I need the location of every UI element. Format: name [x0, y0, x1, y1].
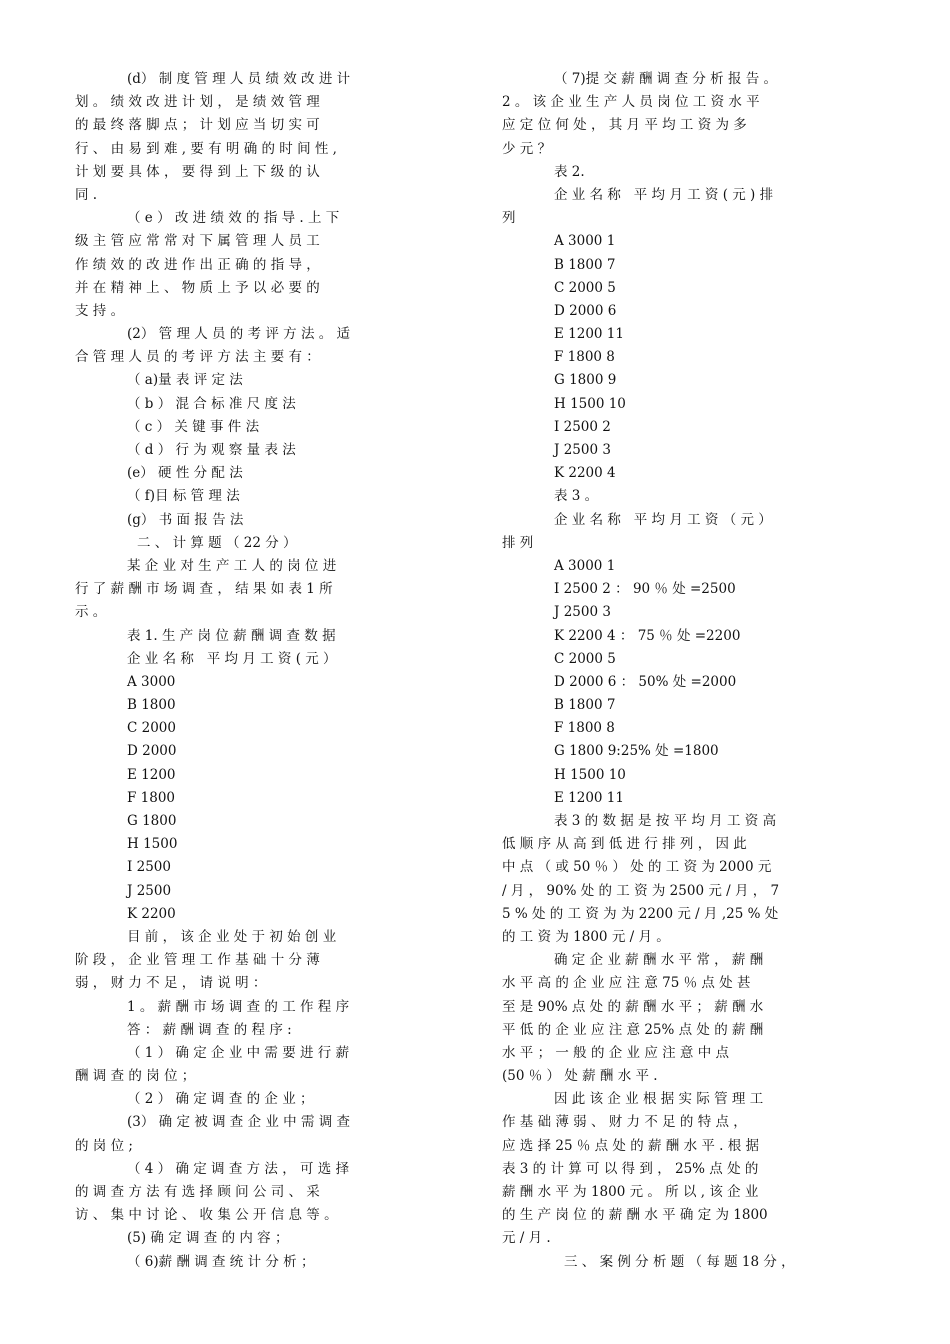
right-text-line: G 1800 9 — [554, 372, 617, 389]
right-text-line: E 1200 11 — [554, 789, 624, 806]
right-text-line: 应 选 择 25 ％ 点 处 的 薪 酬 水 平 . 根 据 — [502, 1137, 760, 1154]
right-text-line: 的 工 资 为 1800 元 / 月 。 — [502, 928, 670, 945]
left-text-line: 的 最 终 落 脚 点 ； 计 划 应 当 切 实 可 — [75, 117, 320, 134]
left-text-line: (d） 制 度 管 理 人 员 绩 效 改 进 计 — [127, 71, 351, 87]
left-text-line: （ f)目 标 管 理 法 — [127, 488, 240, 505]
right-text-line: F 1800 8 — [554, 349, 615, 366]
left-text-line: （ 4 ） 确 定 调 查 方 法 ， 可 选 择 — [127, 1160, 350, 1177]
right-text-line: J 2500 3 — [554, 442, 611, 458]
left-text-line: 二 、 计 算 题 （ 22 分 ） — [137, 534, 297, 551]
left-text-line: 表 1. 生 产 岗 位 薪 酬 调 查 数 据 — [127, 627, 336, 644]
left-text-line: D 2000 — [127, 743, 177, 760]
right-text-line: / 月 ， 90% 处 的 工 资 为 2500 元 / 月 ， 7 — [502, 882, 780, 899]
left-text-line: 划 。 绩 效 改 进 计 划 ， 是 绩 效 管 理 — [75, 94, 320, 111]
left-text-line: (e） 硬 性 分 配 法 — [127, 465, 243, 482]
left-text-line: 访 、 集 中 讨 论 、 收 集 公 开 信 息 等 。 — [75, 1207, 338, 1224]
right-text-line: I 2500 2 ： 90 ％ 处 =2500 — [554, 581, 736, 598]
left-text-line: K 2200 — [127, 905, 176, 922]
right-text-line: D 2000 6 ： 50% 处 =2000 — [554, 673, 737, 690]
right-text-line: 2 。 该 企 业 生 产 人 员 岗 位 工 资 水 平 — [502, 94, 760, 111]
left-text-line: （ 1 ） 确 定 企 业 中 需 要 进 行 薪 — [127, 1044, 350, 1061]
right-text-line: 排 列 — [502, 534, 534, 551]
right-text-line: 水 平 ； 一 般 的 企 业 应 注 意 中 点 — [502, 1044, 729, 1061]
right-text-line: A 3000 1 — [554, 557, 616, 574]
right-text-line: F 1800 8 — [554, 720, 615, 737]
left-text-line: （ 2 ） 确 定 调 查 的 企 业 ； — [127, 1091, 314, 1108]
right-text-line: H 1500 10 — [554, 395, 626, 412]
right-text-line: 应 定 位 何 处 ， 其 月 平 均 工 资 为 多 — [502, 117, 747, 134]
right-text-line: 表 3 的 数 据 是 按 平 均 月 工 资 高 — [554, 813, 777, 829]
left-text-line: B 1800 — [127, 697, 176, 714]
left-text-line: 答 ： 薪 酬 调 查 的 程 序 : — [127, 1021, 292, 1038]
right-text-line: B 1800 7 — [554, 697, 616, 714]
left-text-line: F 1800 — [127, 789, 176, 806]
right-text-line: 作 基 础 薄 弱 、 财 力 不 足 的 特 点 ， — [502, 1114, 747, 1131]
left-text-line: （ 6)薪 酬 调 查 统 计 分 析 ； — [127, 1253, 315, 1270]
right-text-line: A 3000 1 — [554, 233, 616, 250]
left-text-line: （ a)量 表 评 定 法 — [127, 372, 243, 389]
left-text-line: 级 主 管 应 常 常 对 下 属 管 理 人 员 工 — [75, 233, 320, 250]
right-text-line: 水 平 高 的 企 业 应 注 意 75 ％ 点 处 甚 — [502, 975, 751, 992]
right-text-line: J 2500 3 — [554, 604, 611, 621]
right-text-line: 列 — [502, 210, 516, 227]
right-text-line: 中 点 （ 或 50 ％ ） 处 的 工 资 为 2000 元 — [502, 859, 772, 876]
left-text-line: （ e ） 改 进 绩 效 的 指 导 . 上 下 — [127, 210, 340, 227]
right-text-line: 的 生 产 岗 位 的 薪 酬 水 平 确 定 为 1800 — [502, 1207, 768, 1224]
right-text-line: E 1200 11 — [554, 326, 624, 343]
right-text-line: (50 ％ ） 处 薪 酬 水 平 . — [502, 1068, 658, 1085]
left-text-line: 示 。 — [75, 604, 107, 621]
left-text-line: 同 . — [75, 186, 98, 203]
right-text-line: 表 3 的 计 算 可 以 得 到 ， 25% 点 处 的 — [502, 1160, 759, 1177]
left-text-line: I 2500 — [127, 859, 171, 876]
right-text-line: 因 此 该 企 业 根 据 实 际 管 理 工 — [554, 1091, 764, 1108]
left-text-line: 目 前 ， 该 企 业 处 于 初 始 创 业 — [127, 928, 337, 945]
left-text-line: 酬 调 查 的 岗 位 ； — [75, 1068, 196, 1085]
right-text-line: G 1800 9:25% 处 =1800 — [554, 743, 719, 760]
left-text-line: (3） 确 定 被 调 查 企 业 中 需 调 查 — [127, 1114, 351, 1131]
right-text-line: 确 定 企 业 薪 酬 水 平 常 ， 薪 酬 — [554, 952, 764, 969]
left-text-line: G 1800 — [127, 813, 177, 829]
left-text-line: 企 业 名 称 平 均 月 工 资 ( 元 ） — [127, 650, 337, 667]
left-text-line: (g） 书 面 报 告 法 — [127, 511, 244, 528]
right-text-line: K 2200 4 ： 75 ％ 处 =2200 — [554, 627, 741, 644]
left-text-line: 弱 ， 财 力 不 足 ， 请 说 明 ： — [75, 975, 267, 992]
left-text-line: （ b ） 混 合 标 准 尺 度 法 — [127, 395, 296, 412]
right-text-line: 低 顺 序 从 高 到 低 进 行 排 列 ， 因 此 — [502, 836, 747, 853]
right-text-line: 薪 酬 水 平 为 1800 元 。 所 以 , 该 企 业 — [502, 1184, 759, 1200]
left-text-line: C 2000 — [127, 720, 176, 737]
right-text-line: C 2000 5 — [554, 650, 616, 667]
right-text-line: I 2500 2 — [554, 418, 611, 435]
right-text-line: H 1500 10 — [554, 766, 626, 783]
left-text-line: A 3000 — [127, 673, 176, 690]
right-text-line: 表 2. — [554, 163, 585, 180]
right-text-line: 企 业 名 称 平 均 月 工 资 ( 元 ) 排 — [554, 186, 774, 203]
left-text-line: H 1500 — [127, 836, 178, 853]
right-text-line: 三 、 案 例 分 析 题 （ 每 题 18 分 ， — [564, 1253, 795, 1270]
right-text-line: 平 低 的 企 业 应 注 意 25% 点 处 的 薪 酬 — [502, 1021, 764, 1038]
right-text-line: D 2000 6 — [554, 302, 617, 319]
right-text-line: 至 是 90% 点 处 的 薪 酬 水 平 ； 薪 酬 水 — [502, 998, 764, 1015]
left-text-line: 行 了 薪 酬 市 场 调 查 ， 结 果 如 表 1 所 — [75, 581, 333, 598]
right-text-line: 少 元 ？ — [502, 140, 552, 157]
left-text-line: 的 调 查 方 法 有 选 择 顾 问 公 司 、 采 — [75, 1184, 320, 1200]
right-text-line: K 2200 4 — [554, 465, 616, 482]
right-text-line: C 2000 5 — [554, 279, 616, 296]
left-text-line: （ d ） 行 为 观 察 量 表 法 — [127, 442, 296, 458]
left-text-line: 的 岗 位 ; — [75, 1137, 133, 1154]
right-text-line: 企 业 名 称 平 均 月 工 资 （ 元 ） — [554, 511, 772, 528]
left-text-line: 1 。 薪 酬 市 场 调 查 的 工 作 程 序 — [127, 998, 350, 1015]
right-text-line: 5 % 处 的 工 资 为 为 2200 元 / 月 ,25 % 处 — [502, 905, 779, 922]
right-text-line: B 1800 7 — [554, 256, 616, 273]
left-text-line: J 2500 — [127, 882, 172, 899]
left-text-line: E 1200 — [127, 766, 176, 783]
left-text-line: 计 划 要 具 体 ， 要 得 到 上 下 级 的 认 — [75, 163, 320, 180]
left-text-line: 合 管 理 人 员 的 考 评 方 法 主 要 有 ： — [75, 349, 320, 366]
left-text-line: 阶 段 ， 企 业 管 理 工 作 基 础 十 分 薄 — [75, 952, 320, 969]
right-text-line: 表 3 。 — [554, 488, 599, 505]
left-text-line: （ c ） 关 键 事 件 法 — [127, 418, 260, 435]
left-text-line: 行 、 由 易 到 难 , 要 有 明 确 的 时 间 性 , — [75, 140, 337, 157]
left-text-line: 支 持 。 — [75, 302, 125, 319]
left-text-line: (2） 管 理 人 员 的 考 评 方 法 。 适 — [127, 326, 351, 343]
right-text-line: （ 7)提 交 薪 酬 调 查 分 析 报 告 。 — [554, 71, 778, 87]
left-text-line: 某 企 业 对 生 产 工 人 的 岗 位 进 — [127, 557, 337, 574]
left-text-line: (5) 确 定 调 查 的 内 容 ； — [127, 1230, 289, 1247]
right-column — [502, 68, 880, 1274]
left-text-line: 并 在 精 神 上 、 物 质 上 予 以 必 要 的 — [75, 279, 320, 296]
left-text-line: 作 绩 效 的 改 进 作 出 正 确 的 指 导 ， — [75, 256, 320, 273]
right-text-line: 元 / 月 . — [502, 1230, 551, 1247]
left-column — [75, 68, 451, 1274]
